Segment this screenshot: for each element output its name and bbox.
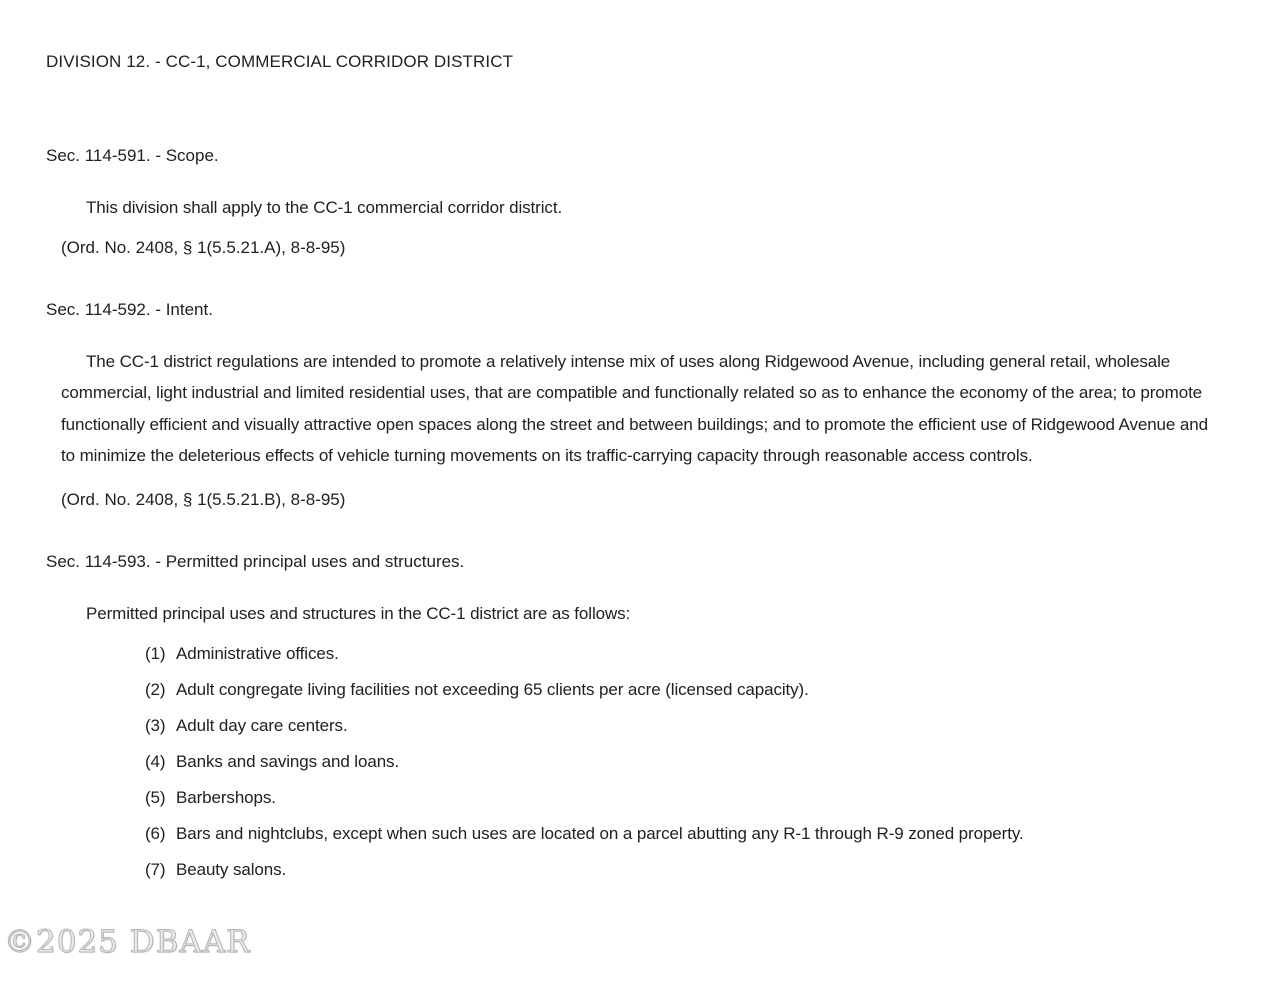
list-item-text: Banks and savings and loans. (176, 752, 400, 771)
list-item (145, 858, 1224, 882)
ordinance-reference-b: (Ord. No. 2408, § 1(5.5.21.B), 8-8-95) (61, 489, 346, 509)
permitted-uses-list (145, 642, 1224, 882)
division-title: DIVISION 12. - CC-1, COMMERCIAL CORRIDOR DISTRICT (46, 52, 514, 71)
list-item (145, 822, 1224, 846)
list-item-text: Bars and nightclubs, except when such uses are located on a parcel abutting any R-1 through R-9 zoned property. (176, 824, 1024, 843)
list-item-text: Barbershops. (176, 788, 276, 807)
list-item-text: Adult day care centers. (176, 716, 348, 735)
list-item (145, 750, 1224, 774)
list-item-number: (1) (145, 644, 166, 663)
section-heading-114-593: Sec. 114-593. - Permitted principal uses and structures. (46, 551, 465, 571)
list-item (145, 642, 1224, 666)
section-heading-114-591: Sec. 114-591. - Scope. (46, 146, 219, 165)
list-item-number: (5) (145, 788, 166, 807)
ordinance-reference-a: (Ord. No. 2408, § 1(5.5.21.A), 8-8-95) (61, 237, 346, 257)
list-item-number: (7) (145, 860, 166, 879)
scope-paragraph: This division shall apply to the CC-1 commercial corridor district. (86, 198, 563, 217)
section-heading-114-592: Sec. 114-592. - Intent. (46, 299, 213, 319)
list-item-number: (3) (145, 716, 166, 735)
copyright-watermark: ©2025 DBAAR (4, 924, 251, 960)
list-item-number: (4) (145, 752, 166, 771)
list-item (145, 786, 1224, 810)
list-item-text: Adult congregate living facilities not exceeding 65 clients per acre (licensed capacity). (176, 680, 809, 699)
list-item (145, 714, 1224, 738)
intent-paragraph: The CC-1 district regulations are intended to promote a relatively intense mix of uses along Ridgewood Avenue, including general retail, wholesale commercial, light industrial and limited residential uses, that are compatible and functionally related so as to enhance the economy of the area; to promote functionally efficient and visually attractive open spaces along the street and between buildings; and to promote the efficient use of Ridgewood Avenue and to minimize the deleterious effects of vehicle turning movements on its traffic-carrying capacity through reasonable access controls. (61, 351, 1208, 465)
list-item-text: Administrative offices. (176, 644, 339, 663)
list-item-number: (6) (145, 824, 166, 843)
list-item (145, 678, 1224, 702)
list-item-text: Beauty salons. (176, 860, 287, 879)
permitted-uses-intro: Permitted principal uses and structures in the CC-1 district are as follows: (86, 603, 631, 623)
list-item-number: (2) (145, 680, 166, 699)
